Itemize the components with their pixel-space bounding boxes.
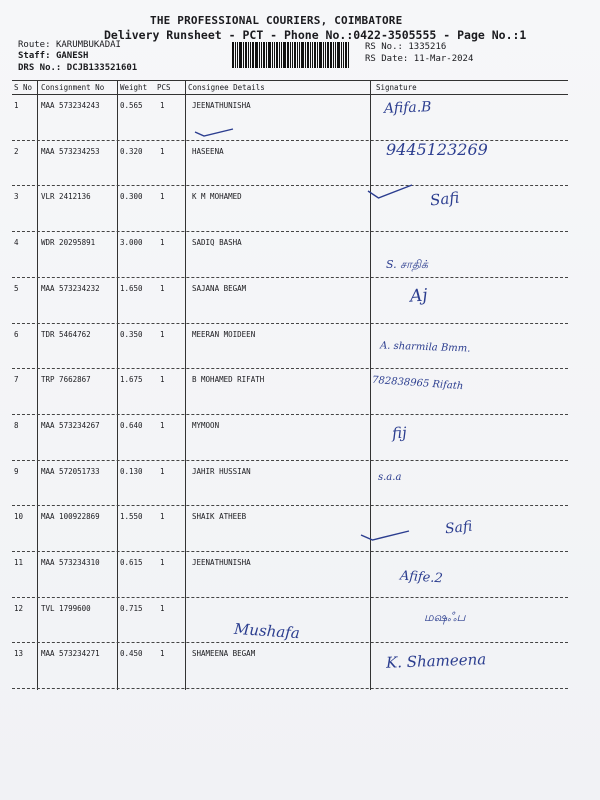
handwritten-margin-note: Mushafa [233, 619, 301, 643]
row-consignee: JAHIR HUSSIAN [192, 466, 251, 476]
barcode-bar [343, 42, 344, 68]
barcode-bar [245, 42, 247, 68]
barcode-bar [348, 42, 349, 68]
barcode-bar [274, 42, 275, 68]
column-divider [185, 80, 186, 690]
row-signature: S. சாதிக் [386, 258, 429, 271]
row-signature: 782838965 Rifath [371, 374, 464, 393]
barcode-bar [299, 42, 300, 68]
barcode-bar [261, 42, 262, 68]
barcode-bar [276, 42, 278, 68]
barcode-bar [325, 42, 326, 68]
row-consignee: SHAIK ATHEEB [192, 512, 247, 522]
header-weight: Weight [120, 83, 148, 92]
row-consignment-no: VLR 2412136 [41, 192, 91, 202]
row-sno: 12 [14, 603, 24, 613]
barcode-bar [263, 42, 265, 68]
rs-no-line [365, 42, 446, 52]
row-sno: 9 [14, 466, 19, 476]
route-line [18, 40, 121, 50]
barcode-bar [283, 42, 286, 68]
row-sno: 1 [14, 101, 19, 110]
document-subtitle: Delivery Runsheet - PCT - Phone No.:0422-3505555 - Page No.:1 [104, 28, 527, 42]
row-pcs: 1 [160, 466, 165, 476]
barcode-bar [337, 42, 340, 68]
row-consignee: JEENATHUNISHA [192, 101, 251, 110]
barcode-bar [333, 42, 334, 68]
table-top-rule [12, 80, 568, 81]
header-consignment: Consignment No [41, 83, 105, 92]
row-consignment-no: MAA 100922869 [41, 512, 100, 522]
row-consignee: MEERAN MOIDEEN [192, 329, 256, 339]
row-signature: A. sharmila Bmm. [379, 340, 471, 355]
row-consignee: K M MOHAMED [192, 192, 242, 202]
rs-date-label: RS Date: [365, 54, 409, 64]
row-sno: 11 [14, 558, 24, 567]
runsheet-table [12, 80, 568, 690]
barcode-bar [287, 42, 289, 68]
drs-label: DRS No.: [18, 63, 62, 73]
barcode-bar [255, 42, 258, 68]
barcode-bar [252, 42, 254, 68]
row-weight: 0.130 [120, 466, 143, 476]
row-separator [12, 277, 568, 278]
route-label: Route: [18, 40, 51, 50]
row-signature: Aj [409, 285, 429, 307]
barcode-bar [237, 42, 238, 68]
barcode-bar [248, 42, 249, 68]
row-pcs: 1 [160, 238, 165, 248]
row-weight: 0.350 [120, 329, 143, 339]
barcode-bar [292, 42, 293, 68]
row-signature: Safi [429, 188, 461, 210]
barcode-bar [310, 42, 311, 68]
row-consignment-no: WDR 20295891 [41, 238, 96, 248]
header-signature: Signature [376, 83, 417, 92]
header-consignee: Consignee Details [188, 83, 265, 92]
row-weight: 1.675 [120, 375, 143, 385]
rs-date-line [365, 54, 473, 64]
barcode-bar [327, 42, 329, 68]
barcode-bar [323, 42, 324, 68]
row-pcs: 1 [160, 649, 165, 659]
row-separator [12, 551, 568, 552]
row-sno: 8 [14, 420, 19, 430]
row-separator [12, 185, 568, 186]
row-pcs: 1 [160, 192, 165, 202]
row-consignee: HASEENA [192, 146, 224, 156]
barcode-bar [301, 42, 304, 68]
row-separator [12, 460, 568, 461]
row-sno: 5 [14, 283, 19, 293]
row-signature: 9445123269 [386, 140, 488, 159]
row-separator [12, 688, 568, 689]
rs-no-value: 1335216 [408, 42, 447, 52]
row-sno: 2 [14, 146, 19, 156]
row-consignment-no: MAA 573234271 [41, 649, 100, 659]
row-signature: s.a.a [378, 472, 402, 483]
row-separator [12, 597, 568, 598]
row-sno: 13 [14, 649, 24, 659]
barcode-bar [330, 42, 332, 68]
barcode-bar [341, 42, 342, 68]
row-separator [12, 231, 568, 232]
row-weight: 1.650 [120, 283, 143, 293]
drs-value: DCJB133521601 [66, 63, 138, 73]
barcode-bar [307, 42, 309, 68]
row-consignee: SADIQ BASHA [192, 238, 242, 248]
checkmark-icon [194, 128, 234, 140]
row-pcs: 1 [160, 558, 165, 567]
barcode-bar [250, 42, 251, 68]
barcode-bar [243, 42, 244, 68]
barcode-bar [319, 42, 322, 68]
row-consignment-no: MAA 573234253 [41, 146, 100, 156]
checkmark-icon [360, 530, 410, 544]
row-consignee: JEENATHUNISHA [192, 558, 251, 567]
row-weight: 3.000 [120, 238, 143, 248]
row-weight: 0.320 [120, 146, 143, 156]
row-signature: fij [391, 423, 408, 443]
row-sno: 4 [14, 238, 19, 248]
row-pcs: 1 [160, 375, 165, 385]
header-sno: S No [14, 83, 33, 92]
route-value: KARUMBUKADAI [55, 40, 121, 50]
row-pcs: 1 [160, 420, 165, 430]
row-consignee: SHAMEENA BEGAM [192, 649, 256, 659]
row-consignee: B MOHAMED RIFATH [192, 375, 265, 385]
row-signature: Safi [444, 518, 474, 538]
barcode-bar [232, 42, 234, 68]
barcode-bar [314, 42, 316, 68]
barcode-bar [312, 42, 313, 68]
row-pcs: 1 [160, 283, 165, 293]
barcode-bar [281, 42, 282, 68]
rs-date-value: 11-Mar-2024 [413, 54, 474, 64]
header-pcs: PCS [157, 83, 171, 92]
row-signature: Afife.2 [399, 568, 444, 587]
row-sno: 6 [14, 329, 19, 339]
row-consignee: SAJANA BEGAM [192, 283, 247, 293]
staff-line [18, 51, 88, 61]
row-sno: 7 [14, 375, 19, 385]
row-consignment-no: TRP 7662867 [41, 375, 91, 385]
row-separator [12, 642, 568, 643]
row-weight: 0.615 [120, 558, 143, 567]
row-separator [12, 414, 568, 415]
drs-line [18, 63, 137, 73]
row-consignment-no: MAA 572051733 [41, 466, 100, 476]
column-divider [37, 80, 38, 690]
barcode-bar [305, 42, 306, 68]
column-divider [117, 80, 118, 690]
barcode-bar [290, 42, 291, 68]
barcode-bar [345, 42, 347, 68]
barcode-bar [317, 42, 318, 68]
row-separator [12, 505, 568, 506]
row-consignment-no: MAA 573234267 [41, 420, 100, 430]
rs-no-label: RS No.: [365, 42, 403, 52]
document-title: THE PROFESSIONAL COURIERS, COIMBATORE [150, 14, 403, 27]
barcode-bar [266, 42, 267, 68]
row-weight: 1.550 [120, 512, 143, 522]
barcode-bar [335, 42, 336, 68]
row-separator [12, 323, 568, 324]
barcode-bar [279, 42, 280, 68]
barcode-bar [294, 42, 296, 68]
row-consignment-no: TDR 5464762 [41, 329, 91, 339]
barcode [232, 42, 358, 68]
row-consignment-no: TVL 1799600 [41, 603, 91, 613]
row-pcs: 1 [160, 146, 165, 156]
row-pcs: 1 [160, 603, 165, 613]
barcode-bar [268, 42, 271, 68]
row-consignment-no: MAA 573234232 [41, 283, 100, 293]
row-consignment-no: MAA 573234310 [41, 558, 100, 567]
row-separator [12, 368, 568, 369]
row-signature: K. Shameena [385, 650, 487, 672]
row-pcs: 1 [160, 329, 165, 339]
row-consignment-no: MAA 573234243 [41, 101, 100, 110]
row-weight: 0.300 [120, 192, 143, 202]
staff-label: Staff: [18, 51, 51, 61]
barcode-bar [235, 42, 236, 68]
row-sno: 3 [14, 192, 19, 202]
row-weight: 0.715 [120, 603, 143, 613]
barcode-bar [297, 42, 298, 68]
row-pcs: 1 [160, 101, 165, 110]
barcode-bar [239, 42, 242, 68]
row-sno: 10 [14, 512, 24, 522]
row-consignee: MYMOON [192, 420, 220, 430]
checkmark-icon [367, 184, 413, 202]
row-signature: Afifa.B [383, 99, 432, 117]
barcode-bar [272, 42, 273, 68]
row-weight: 0.450 [120, 649, 143, 659]
row-pcs: 1 [160, 512, 165, 522]
barcode-bar [259, 42, 260, 68]
row-weight: 0.640 [120, 420, 143, 430]
staff-value: GANESH [55, 51, 89, 61]
row-signature: மஷஃப [424, 610, 466, 624]
row-weight: 0.565 [120, 101, 143, 110]
